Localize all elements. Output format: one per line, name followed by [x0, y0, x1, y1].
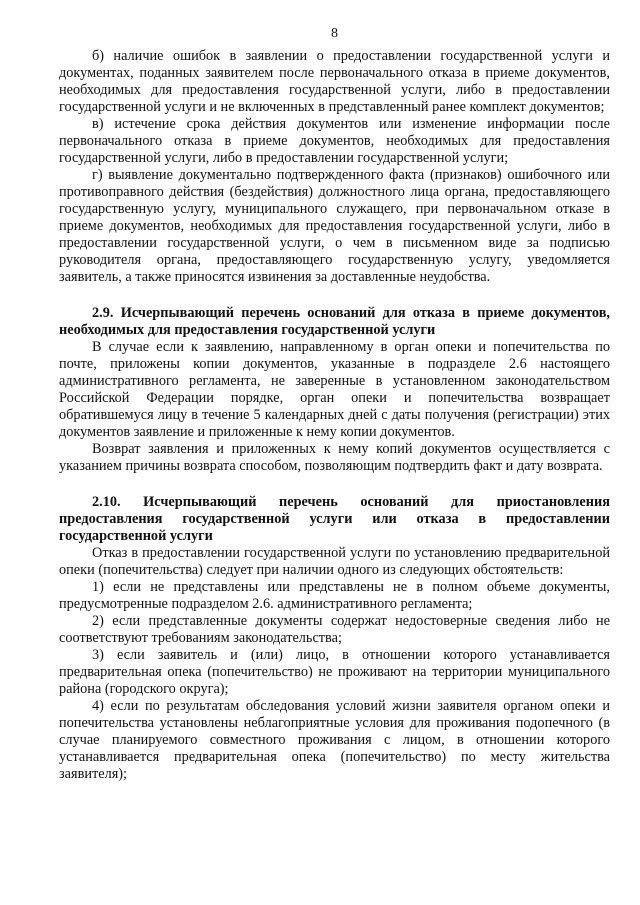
section-2-10-paragraph: Отказ в предоставлении государственной услуги по установлению предварительной опеки (попечительства) следует при наличии одного из следующих обстоятельств:: [59, 545, 610, 578]
section-2-9-paragraph: В случае если к заявлению, направленному в орган опеки и попечительства по почте, приложены копии документов, указанные в подразделе 2.6 настоящего административного регламента, не заверенные в установленном законодательством Российской Федерации порядке, орган опеки и попечительства возвращает обратившемуся лицу в течение 5 календарных дней с даты получения (регистрации) этих документов заявление и приложенные к нему копии документов.: [59, 339, 610, 440]
section-2-10-item-2: 2) если представленные документы содержат недостоверные сведения либо не соответствуют требованиям законодательства;: [59, 613, 610, 646]
section-2-10-heading: 2.10. Исчерпывающий перечень оснований для приостановления предоставления государственной услуги или отказа в предоставлении государственной услуги: [59, 494, 610, 544]
intro-item-g: г) выявление документально подтвержденного факта (признаков) ошибочного или противоправного действия (бездействия) должностного лица органа, предоставляющего государственную услугу, муниципального служащего, при первоначальном отказе в приеме документов, необходимых для предоставления государственной услуги, либо в предоставлении государственной услуги, о чем в письменном виде за подписью руководителя органа, предоставляющего государственную услугу, уведомляется заявитель, а также приносятся извинения за доставленные неудобства.: [59, 167, 610, 285]
section-2-10-item-1: 1) если не представлены или представлены не в полном объеме документы, предусмотренные подразделом 2.6. административного регламента;: [59, 579, 610, 612]
section-spacer: [59, 475, 610, 494]
section-2-10-item-3: 3) если заявитель и (или) лицо, в отношении которого устанавливается предварительная опека (попечительство) не проживают на территории муниципального района (городского округа);: [59, 647, 610, 697]
intro-item-v: в) истечение срока действия документов или изменение информации после первоначального отказа в приеме документов, необходимых для предоставления государственной услуги, либо в предоставлении государственной услуги;: [59, 116, 610, 166]
section-spacer: [59, 286, 610, 305]
section-2-9-heading: 2.9. Исчерпывающий перечень оснований для отказа в приеме документов, необходимых для предоставления государственной услуги: [59, 305, 610, 338]
section-2-9-paragraph: Возврат заявления и приложенных к нему копий документов осуществляется с указанием причины возврата способом, позволяющим подтвердить факт и дату возврата.: [59, 441, 610, 474]
intro-item-b: б) наличие ошибок в заявлении о предоставлении государственной услуги и документах, поданных заявителем после первоначального отказа в приеме документов, необходимых для предоставления государственной услуги, либо в предоставлении государственной услуги и не включенных в представленный ранее комплект документов;: [59, 48, 610, 115]
section-2-10-item-4: 4) если по результатам обследования условий жизни заявителя органом опеки и попечительства установлены неблагоприятные условия для проживания подопечного (в случае планируемого совместного проживания с лицом, в отношении которого устанавливается предварительная опека (попечительство) по месту жительства заявителя);: [59, 698, 610, 782]
page-number: 8: [331, 26, 338, 41]
